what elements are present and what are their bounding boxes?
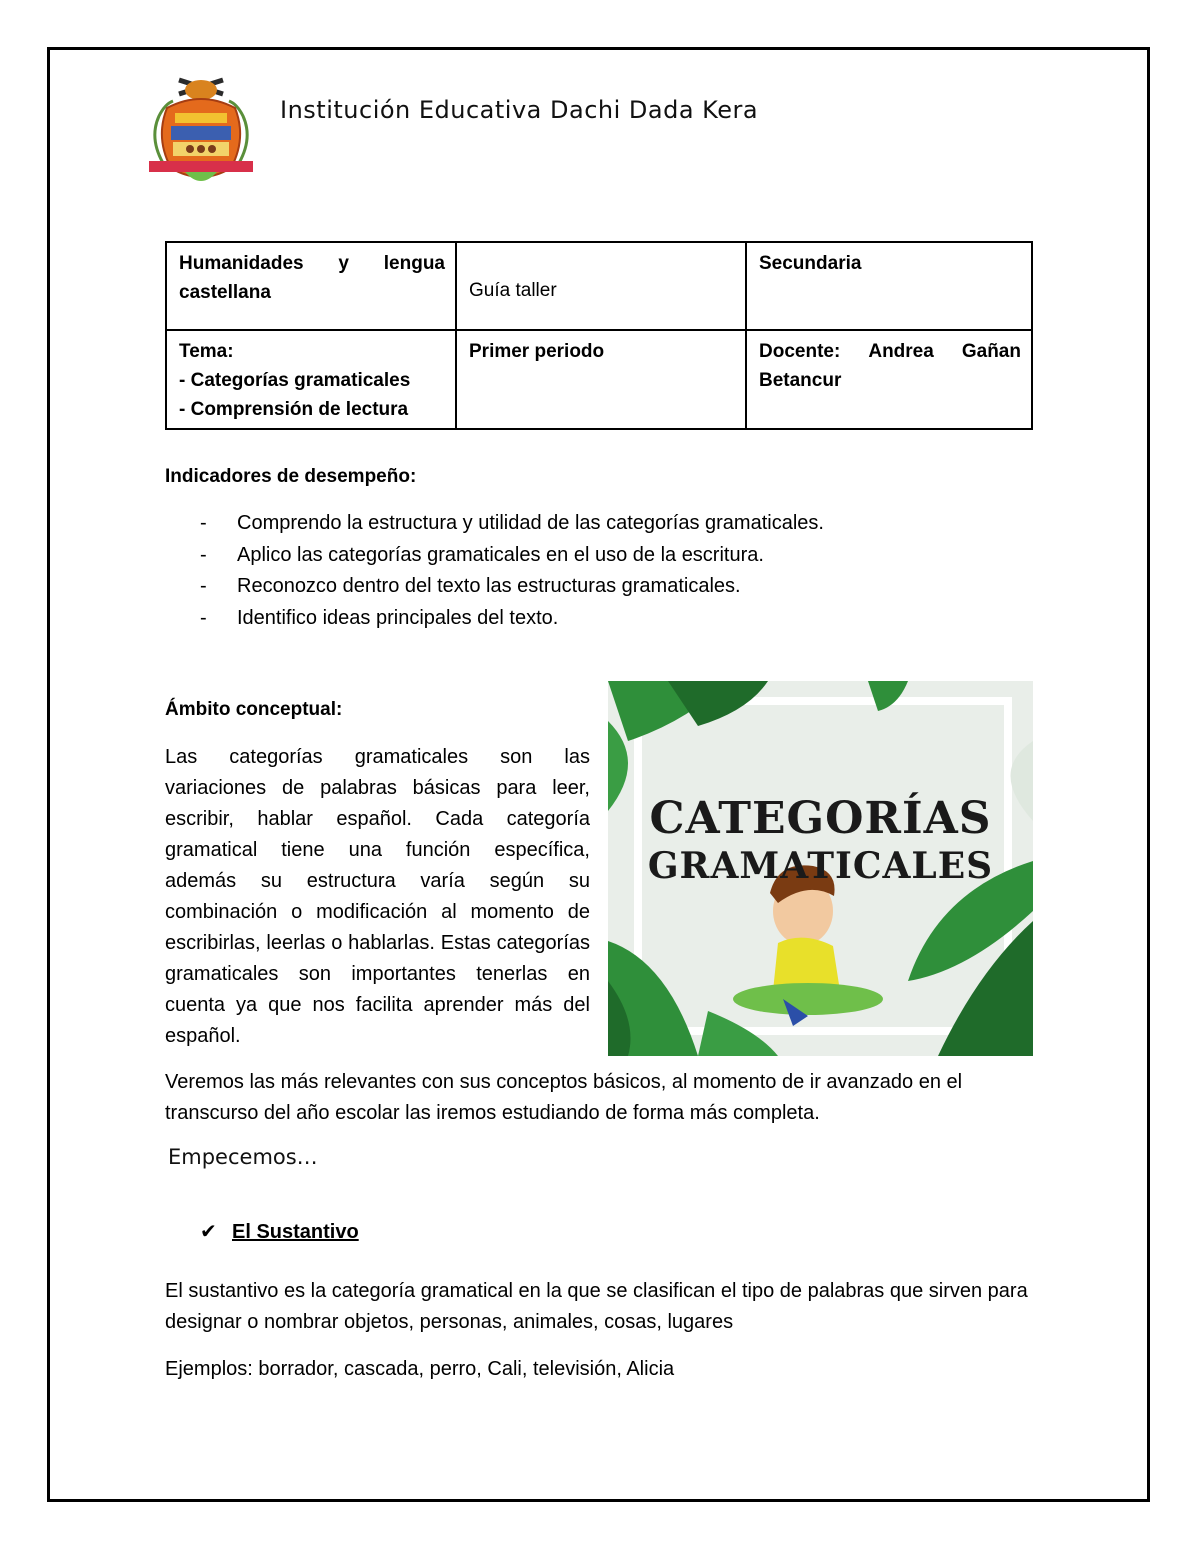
indicator-item: - Comprendo la estructura y utilidad de las categorías gramaticales. — [200, 508, 824, 540]
tema-item: - Categorías gramaticales — [179, 370, 411, 391]
sustantivo-heading-row — [200, 1219, 359, 1244]
check-icon: ✔ — [200, 1221, 217, 1243]
sustantivo-heading: El Sustantivo — [232, 1221, 359, 1243]
school-logo — [145, 68, 257, 198]
indicator-item: - Identifico ideas principales del texto. — [200, 603, 824, 635]
cover-title-line2: GRAMATICALES — [647, 845, 994, 887]
subject-cell — [166, 242, 456, 330]
intro-paragraph: Veremos las más relevantes con sus conceptos básicos, al momento de ir avanzado en el transcurso del año escolar las iremos estudiando de forma más completa. — [165, 1071, 963, 1124]
level-label: Secundaria — [759, 253, 862, 274]
teacher-word: Andrea — [868, 341, 934, 362]
guide-label: Guía taller — [469, 280, 557, 301]
subject-line2: castellana — [179, 282, 271, 303]
concept-body: Las categorías gramaticales son las variaciones de palabras básicas para leer, escribir, hablar español. Cada categoría gramatical tiene una función específica, además su estructura varía según su combinación o modificación al momento de escribirlas, leerlas o hablarlas. Estas categorías gramaticales son importantes tenerlas en cuenta ya que nos facilita aprender más del español. — [165, 746, 590, 1047]
indicator-item: - Reconozco dentro del texto las estructuras gramaticales. — [200, 571, 824, 603]
tema-cell — [166, 330, 456, 429]
concept-title: Ámbito conceptual: — [165, 699, 343, 720]
indicator-item: - Aplico las categorías gramaticales en el uso de la escritura. — [200, 540, 824, 572]
guide-cell — [456, 242, 746, 330]
tema-item: - Comprensión de lectura — [179, 399, 409, 420]
cover-title-line1: CATEGORÍAS — [649, 793, 992, 844]
subject-word: Humanidades — [179, 253, 304, 274]
teacher-word: Gañan — [961, 341, 1021, 362]
period-cell — [456, 330, 746, 429]
sustantivo-definition: El sustantivo es la categoría gramatical en la que se clasifican el tipo de palabras que sirven para designar o nombrar objetos, personas, animales, cosas, lugares — [165, 1280, 1028, 1333]
indicators-list — [200, 508, 824, 634]
tema-label: Tema: — [179, 341, 234, 362]
indicators-title: Indicadores de desempeño: — [165, 466, 417, 487]
teacher-line2: Betancur — [759, 370, 842, 391]
teacher-cell — [746, 330, 1032, 429]
cover-image — [608, 681, 1033, 1056]
info-table — [165, 241, 1033, 430]
sustantivo-examples: Ejemplos: borrador, cascada, perro, Cali, televisión, Alicia — [165, 1358, 675, 1380]
subject-word: y — [338, 253, 349, 274]
teacher-word: Docente: — [759, 341, 841, 362]
start-text: Empecemos… — [168, 1145, 318, 1169]
period-label: Primer periodo — [469, 341, 605, 362]
level-cell — [746, 242, 1032, 330]
institution-title: Institución Educativa Dachi Dada Kera — [280, 96, 759, 124]
subject-word: lengua — [383, 253, 445, 274]
